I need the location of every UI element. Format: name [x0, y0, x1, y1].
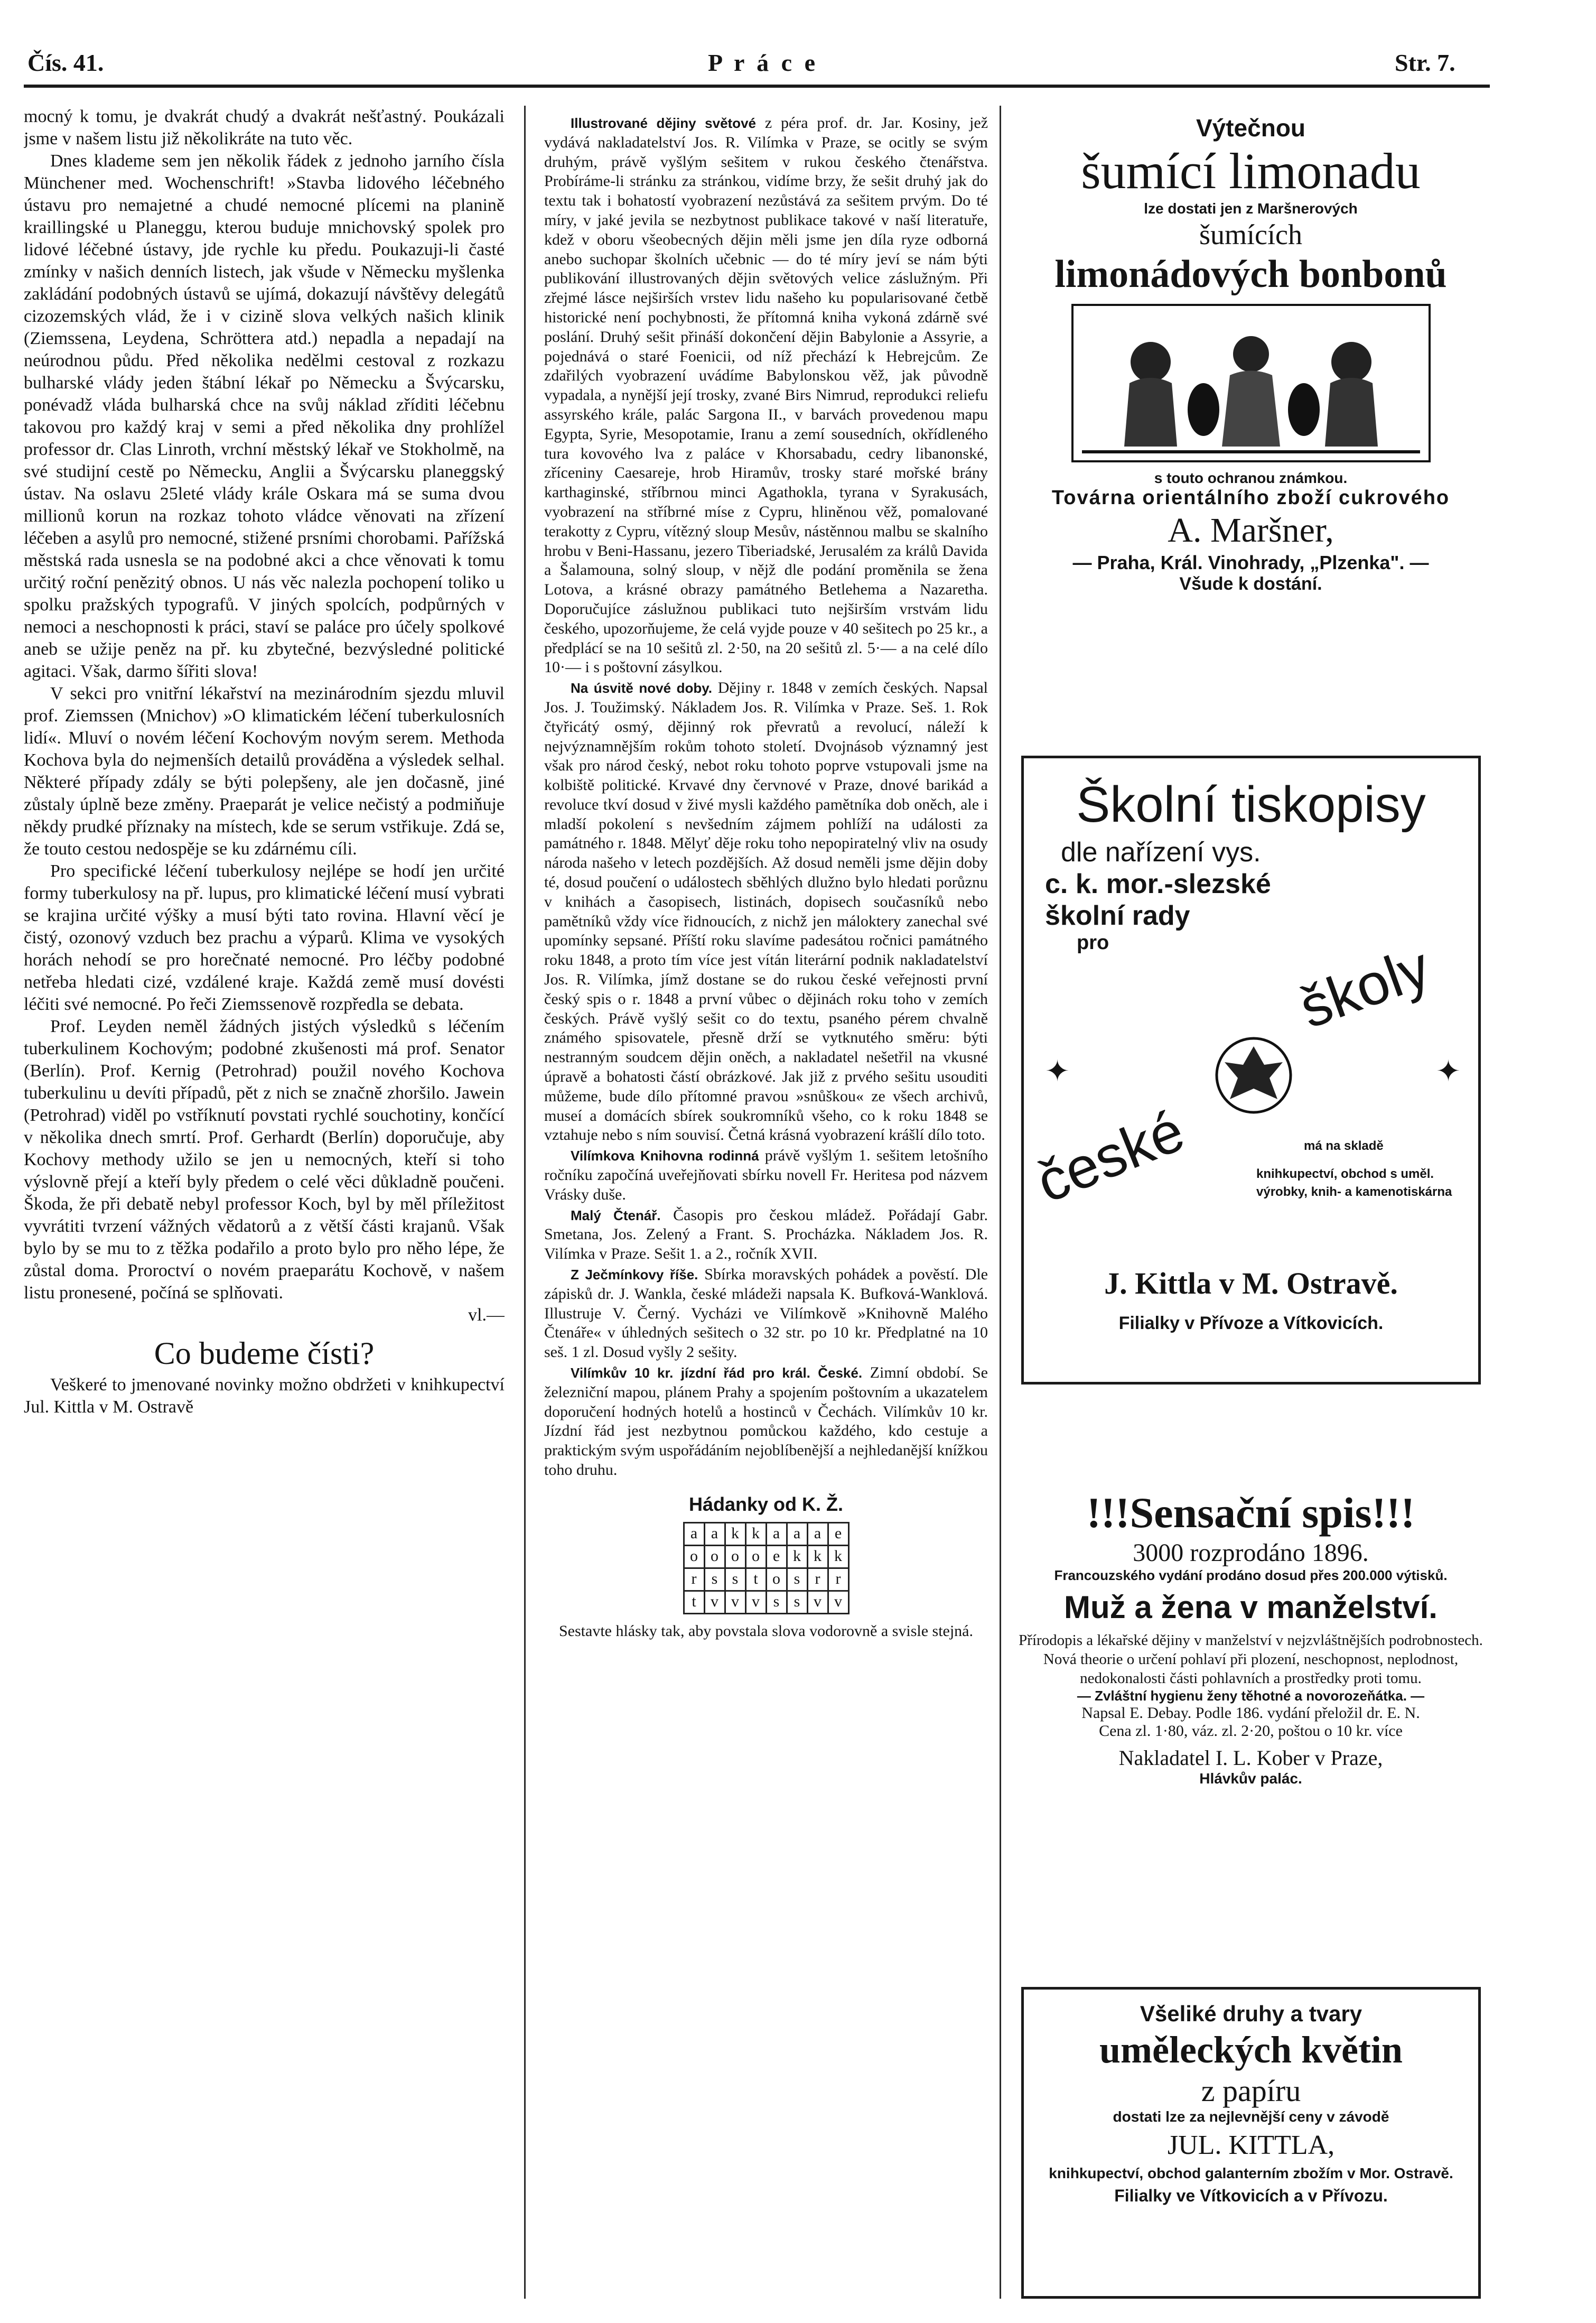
column-middle [544, 114, 988, 2307]
puzzle-instruction: Sestavte hlásky tak, aby povstala slova vodorovně a svisle stejná. [559, 1622, 973, 1640]
puzzle-cell: o [684, 1545, 704, 1568]
puzzle-row [684, 1522, 848, 1545]
puzzle-cell: k [787, 1545, 807, 1568]
ad-line: má na skladě [1304, 1139, 1384, 1153]
entry-text: Zimní období. Se železniční mapou, plánem Prahy a spojením poštovním a ukazatelem doporučení hodných hotelů a hostinců v Čechách. Vilímkův 10 kr. Jízdní řád jest nezbytnou pomůckou každého, kdo cestuje a praktickým svým uspořádáním nejoblíbenější a nejhledanější knížkou toho druhu. [544, 1364, 988, 1479]
issue-number: Čís. 41. [27, 49, 104, 76]
ad-headline: Školní tiskopisy [1076, 776, 1426, 833]
ad-school-forms [1021, 756, 1481, 1384]
puzzle-cell: t [745, 1568, 766, 1591]
entry-title: Malý Čtenář. [571, 1207, 661, 1223]
puzzle-cell: o [725, 1545, 745, 1568]
signature: vl.— [468, 1305, 505, 1325]
entry-text: z péra prof. dr. Jar. Kosiny, jež vydává nakladatelství Jos. R. Vilímka v Praze, se ocitly se svým druhým, právě vyšlým sešitem v rukou českého čtenářstva. Probíráme-li stránku za stránkou, vidíme brzy, že sešit druhý jak do textu tak i bohatostí vyobrazení nezůstává za sešitem prvým. Do té míry, v jaké jevila se nezbytnost publikace takové v naší literatuře, kdež v oboru všeobecných dějin měli jsme jen díla ryze odborná anebo suchopar školních učebnic — do té míry jeví se nám býti publikování illustrovaných dějin světových velice záslužným. Při zřejmé lásce nejširších vrstev lidu našeho ku popularisované četbě historické není pochybnosti, že přítomná kniha vykoná zdárně své poslání. Druhý sešit přináší dokončení dějin Babylonie a Assyrie, a pojednává o staré Foenicii, od níž přechází k Hebrejcům. Ze zdařilých vyobrazení uvádíme Babylonskou věž, jak původně vypadala, a nynější její trosky, zvané Birs Nimrud, reprodukci reliefu assyrského krále, palác Sargona II., v barvách provedenou mapu Egypta, Syrie, Mesopotamie, Iranu a zemí sousedních, okřídleného tura kovového lva z paláce v Khorsabadu, cedry libanonské, zříceniny Caesareje, hrob Hiramův, trosky staré mořské brány karthaginské, stříbrnou minci Agathokla, tyrana v Syrakusách, vyobrazení na stříbrné míse z Cypru, hliněnou věž, pomalované terakotty z Cypru, vítězný sloup Mesův, nástěnnou malbu se skalního hrobu v Beni-Hassanu, jezero Tiberiadské, Jerusalém za králů Davida a Šalamouna, solný sloup, v nějž dle podání proměnila se žena Lotova, a krásné obrazy památného Betlehema a Nazaretha. Doporučujíce záslužnou publikaci tuto nejširším vrstvám lidu českého, upozorňujeme, že celá vyjde pouze v 40 sešitech po 25 kr., a předplácí se na 10 sešitů zl. 2·50, na 20 sešitů zl. 5·— a na celé dílo 10·— i s poštovní zásylkou. [544, 114, 988, 676]
puzzle-cell: v [704, 1591, 725, 1613]
review-entry [544, 1363, 988, 1480]
figure-body [1325, 378, 1378, 447]
ad-line: knihkupectví, obchod galanterním zbožím v Mor. Ostravě. [1049, 2165, 1453, 2181]
review-entry [544, 1206, 988, 1264]
ad-line: pro [1077, 932, 1109, 954]
trademark-image [1071, 304, 1431, 462]
ad-line: Nová theorie o určení pohlaví při plození, neschopnost, neplodnost, nedokonalosti části pohlavních a prostředky proti tomu. [1043, 1651, 1459, 1687]
paragraph: Pro specifické léčení tuberkulosy nejlépe se hodí jen určité formy tuberkulosy na př. lupus, pro klimatické léčení musí vybrati se krajina určité výšky a musí býti tato rovina. Hlavní věcí je čistý, ozonový vzduch bez prachu a výparů. Klima ve vysokých horách nehodí se pro horečnaté nemocné. Pro léčby podobné netřeba hledati cizé, vzdálené kraje. Každá země musí dovésti léčiti své nemocné. Po řeči Ziemssenově rozpředla se debata. [24, 861, 505, 1014]
ad-line: Přírodopis a lékařské dějiny v manželství v nejzvláštnějších podrobnostech. [1019, 1632, 1483, 1649]
ad-line: knihkupectví, obchod s uměl. výrobky, knih- a kamenotiskárna [1256, 1167, 1452, 1199]
puzzle-cell: s [725, 1568, 745, 1591]
entry-title: Na úsvitě nové doby. [571, 680, 712, 696]
eagle-emblem-icon [1214, 1033, 1293, 1118]
paragraph: V sekci pro vnitřní lékařství na mezinárodním sjezdu mluvil prof. Ziemssen (Mnichov) »O klimatickém léčení tuberkulosních lidí«. Mluví o novém léčení Kochovým novým serem. Methoda Kochova byla do nejmenších detailů prováděna a výsledek selhal. Některé případy zdály se býti polepšeny, ale jen dočasně, jiné zůstaly úplně beze změny. Praeparát je velice nečistý a podmiňuje někdy prudké příznaky na místech, kde se serum vstřikuje. Zdá se, že touto cestou nedospěje se ku zdárnému cíli. [24, 684, 505, 859]
puzzle-cell: a [807, 1522, 828, 1545]
ad-line: Francouzského vydání prodáno dosud přes 200.000 výtisků. [1054, 1567, 1448, 1583]
puzzle-cell: o [745, 1545, 766, 1568]
puzzle-cell: v [725, 1591, 745, 1613]
entry-text: Dějiny r. 1848 v zemích českých. Napsal Jos. J. Toužimský. Nákladem Jos. R. Vilímka v Praze. Seš. 1. Rok čtyřicátý osmý, dějinný rok převratů a revolucí, náleží k nejvýznamnějším rokům tohoto století. Dvojnásob významný jest však pro národ český, nebot roku tohoto poprve vstupovali jsme na kolbiště politické. Krvavé dny červnové v Praze, dnové barikád a revoluce tkví dosud v živé mysli každého pamětníka dob oněch, ale i mladší pokolení s nevšedním zájmem pohlíží na události za památného r. 1848. Mělyť děje roku toho nepopiratelný vliv na osudy národa našeho v letech pozdějších. Až dosud neměli jsme dějin doby té, dosud poučení o událostech sběhlých dlužno bylo hledati porůznu v knihách a časopisech, listinách, dopisech současníků nebo pamětníků vždy více řidnoucích, z nichž jen máloktery zanechal své upomínky sepsané. Příští roku slavíme padesátou ročnici památného roku 1848, a proto tím více jest vítán literární podnik nakladatelství Jos. R. Vilímka, jímž dostane se do rukou české veřejnosti první český spis o r. 1848 a první vůbec o dějinách roku toho v zemích českých. Právě vyšlý sešit co do textu, psaného pérem chvalně známého spisovatele, přesně drží se vytknutého směru: býti nestranným soudcem dějin oněch, a nakladatel nešetřil na vkusné úpravě a bohatosti částí obrázkové. Jak již z prvého sešitu usouditi můžeme, bude dílo přítomné pravou »snůškou« ze všech archivů, museí a domácích sbírek soukromníků všeho, co k roku 1848 se vztahuje nebo s ním souvisí. Četná krásná vyobrazení krášlí dílo toto. [544, 679, 988, 1144]
ad-line: c. k. mor.-slezské [1045, 869, 1271, 899]
bottle [1288, 383, 1320, 436]
column-left [24, 106, 505, 2299]
paper-title: P r á c e [708, 49, 818, 76]
puzzle-title: Hádanky od K. Ž. [688, 1493, 844, 1515]
puzzle-cell: s [766, 1591, 787, 1613]
bottle [1188, 383, 1219, 436]
ad-headline: limonádových bonbonů [1054, 253, 1447, 296]
puzzle-cell: s [787, 1591, 807, 1613]
ad-line: s touto ochranou známkou. [1154, 470, 1348, 486]
puzzle-cell: a [766, 1522, 787, 1545]
diamond-icon: ✦ [1045, 1055, 1070, 1088]
puzzle-cell: k [828, 1545, 848, 1568]
puzzle-row [684, 1568, 848, 1591]
ad-publisher: Nakladatel I. L. Kober v Praze, [1118, 1746, 1383, 1770]
entry-text: právě vyšlým 1. sešitem letošního ročníku započíná uveřejňovati sbírku novell Fr. Heritesa pod názvem Vrásky duše. [544, 1147, 988, 1203]
ad-line: Cena zl. 1·80, váz. zl. 2·20, poštou o 10 kr. více [1099, 1722, 1403, 1740]
puzzle-cell: r [684, 1568, 704, 1591]
puzzle-cell: a [684, 1522, 704, 1545]
paragraph: Dnes klademe sem jen několik řádek z jednoho jarního čísla Münchener med. Wochenschrift! »Stavba lidového léčebného ústavu pro nemajetné a chudé nemocné plícemi na planině kraillingské u Planeggu, kterou buduje mnichovský spolek pro lidové léčebné ústavy, jde rychle ku předu. Poukazuji-li časté zmínky v našich denních listech, jak všude v Německu myšlenka zakládání podobných ústavů se ujímá, dokazují návštěvy delegátů cizozemských vlád, že i v cizině slova velkých našich klinik (Ziemssena, Leydena, Schröttera atd.) nepadla a nepadají na neúrodnou půdu. Před několika nedělmi cestoval z rozkazu bulharské vlády jeden štábní lékař po Německu a Švýcarsku, ponévadž vláda bulharská chce na svůj náklad zříditi léčebnu takovou pro každý kraj v semi a před několika dny prohlížel professor dr. Clas Linroth, vrchní městský lékař ve Stokholmě, na své studijní cestě po Německu, Anglii a Švýcarsku planeggský ústav. Na oslavu 25leté vlády krále Oskara má se suma dvou millionů korun na rozkaz tohoto vládce věnovati na zřízení léčeben a asylů pro nemocné, stižené prsními chorobami. Pařížská městská rada usnesla se na podobné akci a chce věnovati k tomu určitý roční penězitý obnos. U nás věc nalezla pochopení toliko u spolku pražských typografů. V jiných spolcích, podpůrných v nemoci a neschopnosti k práci, staví se paláce pro účely spolkové aneb se užije peněz na př. ku zbytečné, bezvýsledné politické agitaci. Však, darmo šířiti slova! [24, 151, 505, 681]
diamond-icon: ✦ [1436, 1055, 1461, 1088]
header-rule [24, 85, 1490, 88]
puzzle-cell: a [704, 1522, 725, 1545]
column-ads [1012, 114, 1490, 2307]
review-entry [544, 114, 988, 677]
ad-company: A. Maršner, [1168, 511, 1334, 550]
section-intro: Veškeré to jmenované novinky možno obdržeti v knihkupectví Jul. Kittla v M. Ostravě [24, 1375, 505, 1417]
ad-headline: !!!Sensační spis!!! [1086, 1489, 1415, 1537]
figure-body [1124, 378, 1177, 447]
puzzle-cell: r [807, 1568, 828, 1591]
paragraph: Prof. Leyden neměl žádných jistých výsledků s léčením tuberkulinem Kochovým; podobné zkušenosti má prof. Senator (Berlín). Prof. Kernig (Petrohrad) použil nového Kochova tuberkulinu u devíti případů, pět z nich se značně zhoršilo. Jawein (Petrohrad) viděl po vstříknutí povstati rychlé souchotiny, končící v několika dnech smrtí. Prof. Gerhardt (Berlín) doporučuje, aby Kochovy methody užilo se jen u nemocných, kteří si toho výslovně přejí a kteří byly předem o celé věci důkladně poučeni. Škoda, že při debatě nebyl professor Koch, byl by měl příležitost vyvrátiti tvrzení vážných vědatorů a z větší části krajanů. Však bylo by se mu to z těžka podařilo a proto bylo pro něho lépe, že zůstal doma. Proroctví o novém praeparátu Kochově, v našem listu pronesené, počíná se splňovati. [24, 1017, 505, 1303]
ad-line: školní rady [1045, 900, 1190, 931]
puzzle-cell: a [787, 1522, 807, 1545]
ad-line: dostati lze za nejlevnější ceny v závodě [1113, 2108, 1389, 2125]
ad-company: J. Kittla v M. Ostravě. [1104, 1266, 1398, 1300]
puzzle-cell: k [745, 1522, 766, 1545]
review-entry [544, 679, 988, 1145]
puzzle-cell: s [787, 1568, 807, 1591]
section-heading: Co budeme čísti? [154, 1336, 375, 1371]
ad-title: Muž a žena v manželství. [1064, 1590, 1438, 1625]
figure-head [1331, 342, 1371, 382]
page-number: Str. 7. [1395, 49, 1455, 76]
entry-title: Z Ječmínkovy říše. [571, 1267, 698, 1283]
ad-line: dle nařízení vys. [1061, 837, 1261, 868]
ad-line: šumících [1199, 219, 1302, 250]
entry-text: Sbírka moravských pohádek a pověstí. Dle zápisků dr. J. Wankla, české mládeži napsala K. Bufková-Wanklová. Illustruje V. Černý. Vycházi ve Vilímkově »Knihovně Malého Čtenáře« v úhledných sešitech o 32 str. po 10 kr. Předplatné na 10 seš. 1 zl. Dosud vyšly 2 sešity. [544, 1266, 988, 1361]
puzzle-cell: v [745, 1591, 766, 1613]
ad-line: Továrna orientálního zboží cukrového [1051, 487, 1450, 509]
entry-text: Časopis pro českou mládež. Pořádají Gabr. Smetana, Jos. Zelený a Frant. S. Procházka. Nákladem Jos. R. Vilímka v Praze. Sešit 1. a 2., ročník XVII. [544, 1206, 988, 1263]
ad-headline: uměleckých květin [1099, 2029, 1403, 2071]
review-entry [544, 1146, 988, 1204]
ad-line: Všeliké druhy a tvary [1140, 2001, 1362, 2026]
column-divider [1000, 106, 1001, 2299]
puzzle-cell: k [807, 1545, 828, 1568]
ad-line: Výtečnou [1196, 114, 1306, 142]
puzzle-row [684, 1591, 848, 1613]
ad-line: Hlávkův palác. [1199, 1770, 1302, 1787]
puzzle-cell: v [828, 1591, 848, 1613]
entry-title: Vilímkův 10 kr. jízdní řád pro král. České. [571, 1365, 863, 1381]
figure-head [1131, 342, 1171, 382]
puzzle-cell: v [807, 1591, 828, 1613]
ad-line: — Praha, Král. Vinohrady, „Plzenka". — [1072, 552, 1429, 573]
figure-head [1233, 336, 1269, 372]
entry-title: Vilímkova Knihovna rodinná [571, 1148, 759, 1164]
ad-book [1012, 1488, 1490, 1787]
review-entry [544, 1265, 988, 1362]
puzzle-cell: k [725, 1522, 745, 1545]
ad-word: české [1028, 1098, 1193, 1215]
ad-line: Filialky v Přívoze a Vítkovicích. [1118, 1313, 1384, 1333]
puzzle-cell: o [704, 1545, 725, 1568]
puzzle-cell: r [828, 1568, 848, 1591]
entry-title: Illustrované dějiny světové [571, 115, 756, 131]
ad-line: lze dostati jen z Maršnerových [1144, 200, 1358, 217]
puzzle-cell: o [766, 1568, 787, 1591]
ad-word: školy [1291, 934, 1439, 1041]
puzzle-cell: t [684, 1591, 704, 1613]
ad-headline: šumící limonadu [1081, 143, 1421, 199]
column-divider [524, 106, 526, 2299]
ad-line: — Zvláštní hygienu ženy těhotné a novorozeňátka. — [1077, 1688, 1425, 1704]
ad-company: JUL. KITTLA, [1167, 2130, 1335, 2160]
ad-line: Všude k dostání. [1179, 574, 1322, 594]
ad-line: Napsal E. Debay. Podle 186. vydání přeložil dr. E. N. [1081, 1704, 1420, 1722]
puzzle-cell: e [766, 1545, 787, 1568]
ad-line: Filialky ve Vítkovicích a v Přívozu. [1114, 2186, 1388, 2205]
puzzle-grid [683, 1522, 850, 1614]
ad-line: 3000 rozprodáno 1896. [1133, 1539, 1369, 1567]
paragraph: mocný k tomu, je dvakrát chudý a dvakrát nešťastný. Poukázali jsme v našem listu již několikráte na tuto věc. [24, 107, 505, 148]
ad-limonada [1012, 114, 1490, 594]
ad-flowers [1021, 1987, 1481, 2299]
puzzle-row [684, 1545, 848, 1568]
ad-line: z papíru [1201, 2074, 1301, 2108]
figure-body [1222, 371, 1280, 447]
puzzle-cell: s [704, 1568, 725, 1591]
puzzle-cell: e [828, 1522, 848, 1545]
